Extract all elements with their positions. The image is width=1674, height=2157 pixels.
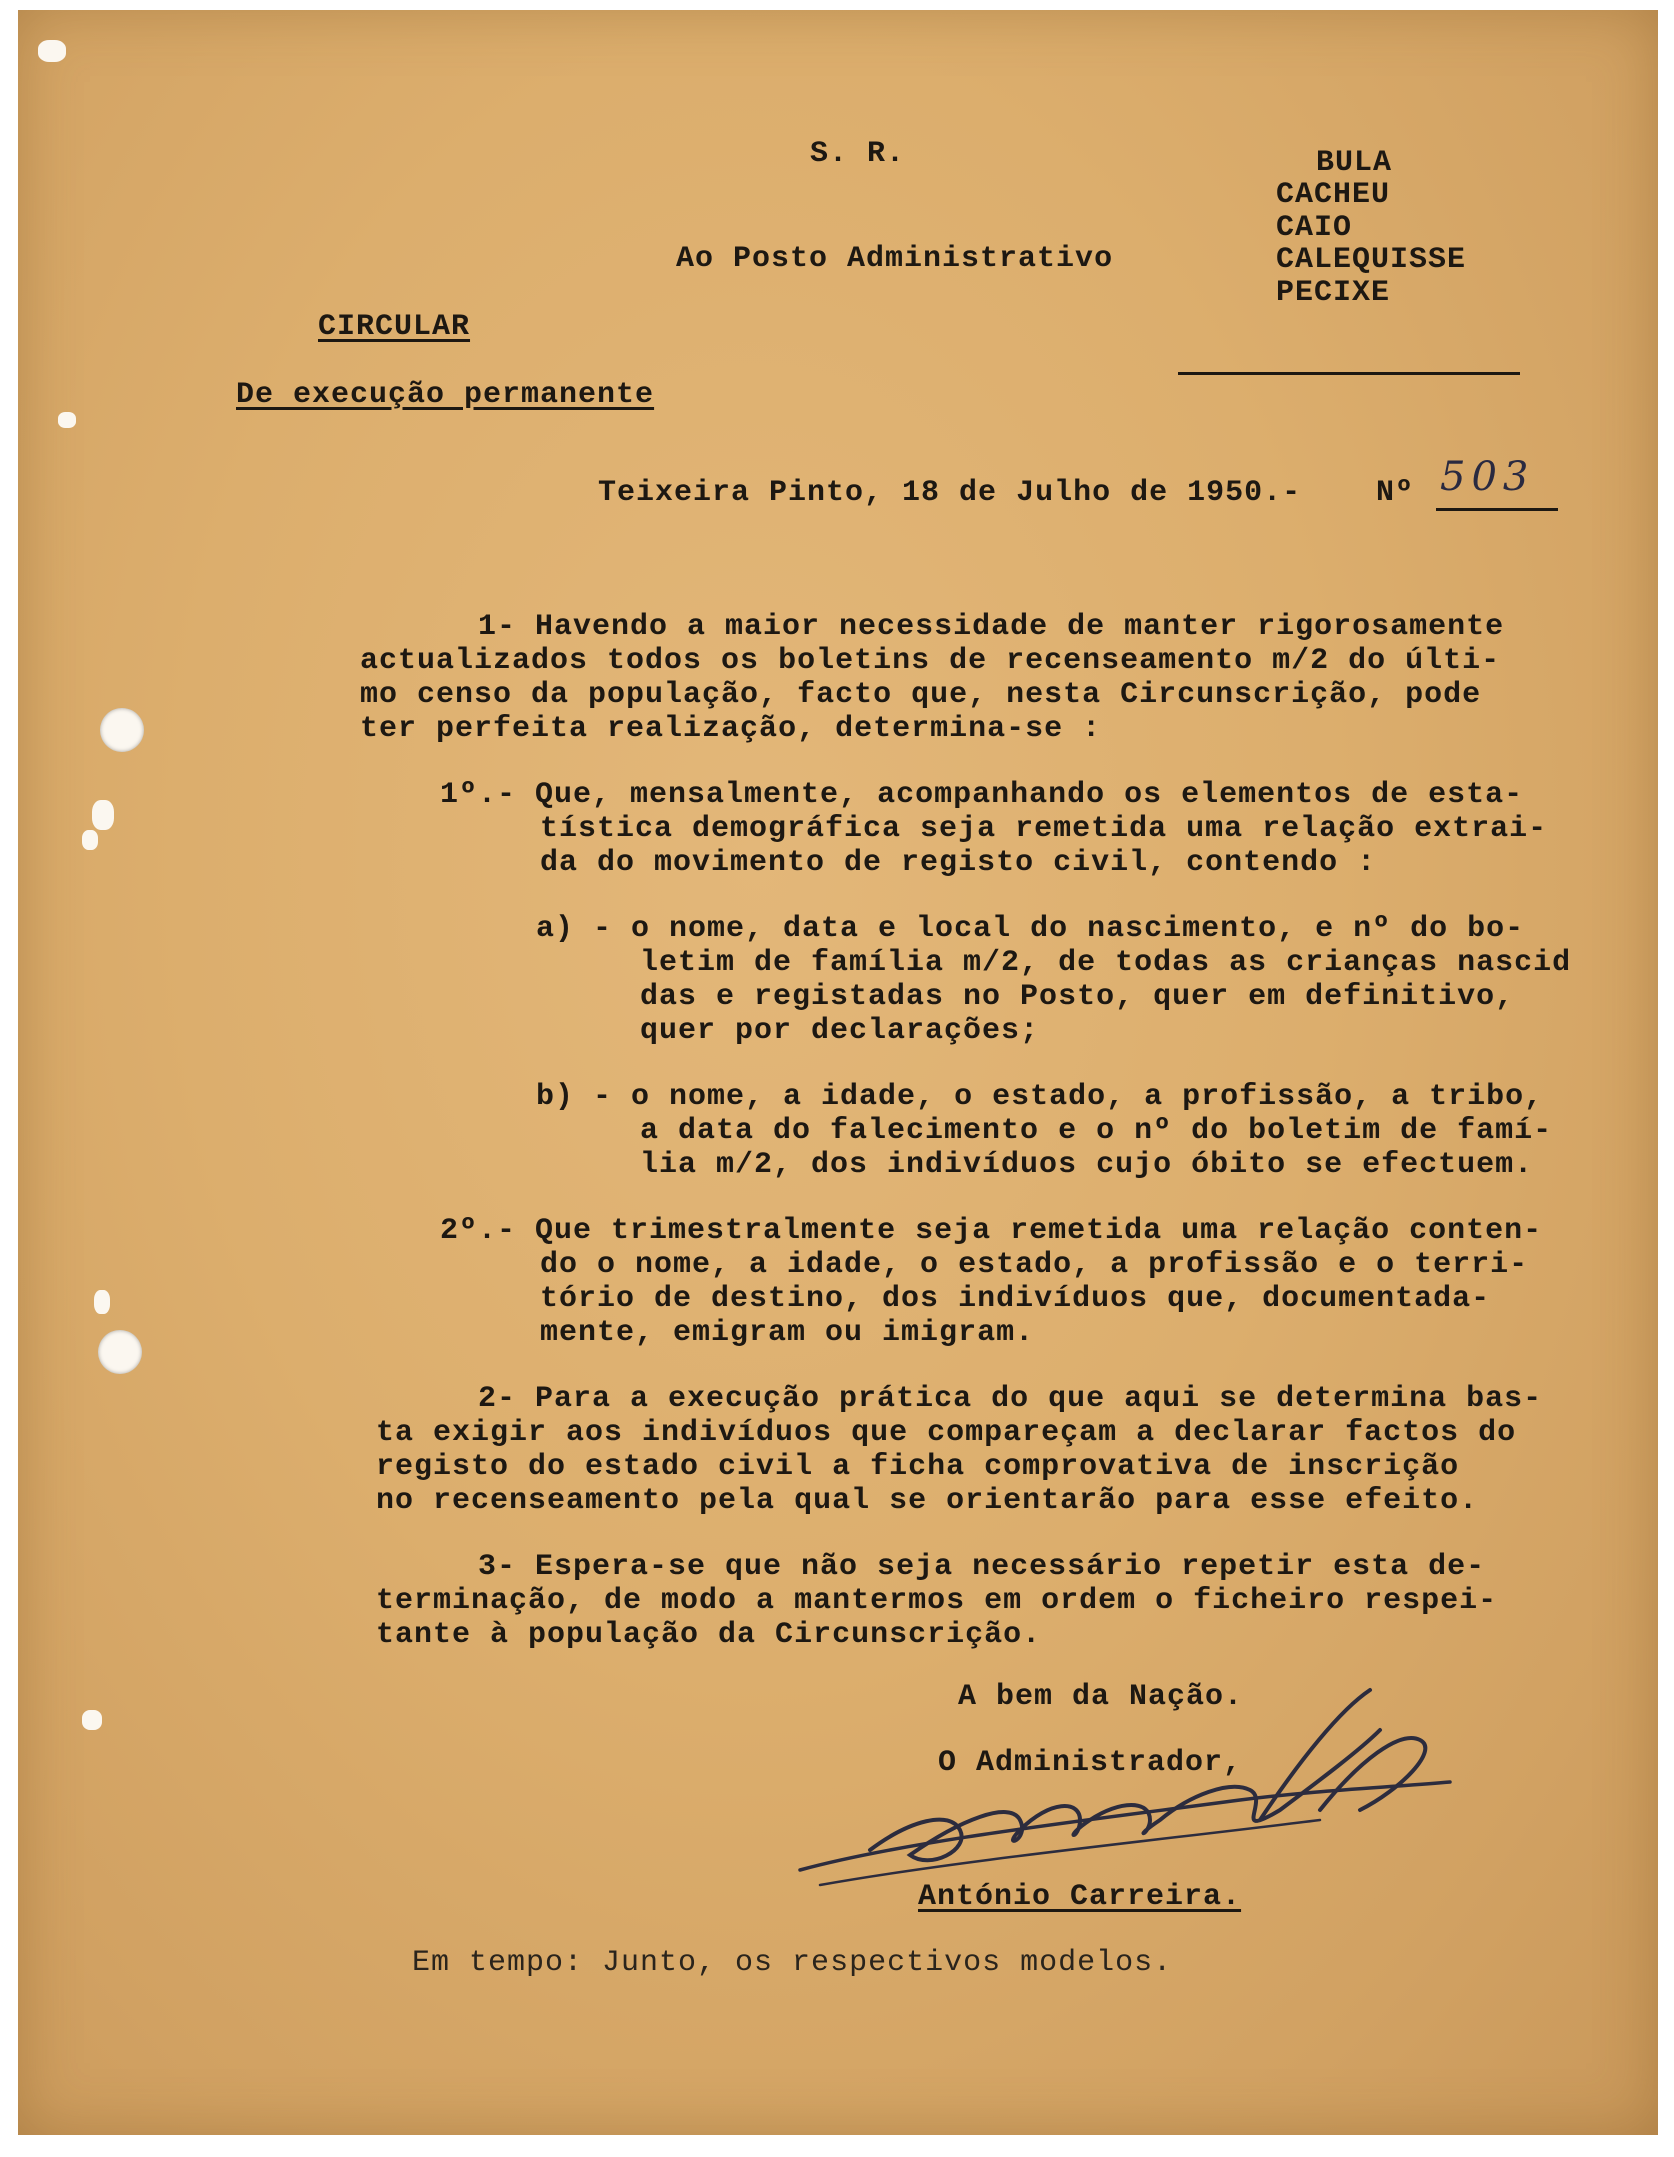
post-item: CALEQUISSE [1276, 243, 1467, 277]
sr-label: S. R. [810, 137, 906, 171]
place-date: Teixeira Pinto, 18 de Julho de 1950.- [598, 476, 1302, 510]
body-line: mente, emigram ou imigram. [540, 1316, 1035, 1350]
body-line: 2º.- Que trimestralmente seja remetida uma relação conten- [440, 1214, 1543, 1248]
paper-tear [92, 800, 114, 830]
body-line: letim de família m/2, de todas as crianças nascid [640, 946, 1572, 980]
post-item: BULA [1316, 146, 1393, 180]
paper-tear [94, 1290, 110, 1314]
number-underline [1436, 508, 1558, 511]
body-line: no recenseamento pela qual se orientarão para esse efeito. [376, 1484, 1479, 1518]
body-line: ta exigir aos indivíduos que compareçam a declarar factos do [376, 1416, 1517, 1450]
body-line: 1- Havendo a maior necessidade de manter rigorosamente [478, 610, 1505, 644]
circular-heading: CIRCULAR [318, 310, 471, 344]
handwritten-signature [760, 1670, 1460, 1900]
body-line: tório de destino, dos indivíduos que, documentada- [540, 1282, 1491, 1316]
signatory-name: António Carreira. [918, 1880, 1242, 1914]
postscript: Em tempo: Junto, os respectivos modelos. [412, 1946, 1173, 1980]
body-line: terminação, de modo a mantermos em ordem o ficheiro respei- [376, 1584, 1498, 1618]
body-line: 2- Para a execução prática do que aqui se determina bas- [478, 1382, 1543, 1416]
number-label: Nº [1376, 476, 1415, 510]
salutation: A bem da Nação. [958, 1680, 1244, 1714]
body-line: actualizados todos os boletins de recenseamento m/2 do últi- [360, 644, 1501, 678]
body-line: 1º.- Que, mensalmente, acompanhando os elementos de esta- [440, 778, 1524, 812]
paper-tear [58, 412, 76, 428]
body-line: a data do falecimento e o nº do boletim de famí- [640, 1114, 1553, 1148]
post-item: CACHEU [1276, 178, 1391, 212]
punch-hole-top [100, 708, 144, 752]
execution-heading: De execução permanente [236, 378, 655, 412]
body-line: tante à população da Circunscrição. [376, 1618, 1042, 1652]
posts-underline [1178, 372, 1520, 375]
body-line: da do movimento de registo civil, contendo : [540, 846, 1377, 880]
punch-hole-bottom [98, 1330, 142, 1374]
recipient-label: Ao Posto Administrativo [676, 242, 1114, 276]
body-line: tística demográfica seja remetida uma relação extrai- [540, 812, 1548, 846]
handwritten-number: 503 [1440, 454, 1535, 500]
post-item: PECIXE [1276, 276, 1391, 310]
body-line: 3- Espera-se que não seja necessário repetir esta de- [478, 1550, 1486, 1584]
body-line: mo censo da população, facto que, nesta Circunscrição, pode [360, 678, 1482, 712]
body-line: quer por declarações; [640, 1014, 1040, 1048]
post-item: CAIO [1276, 211, 1353, 245]
body-line: das e registadas no Posto, quer em definitivo, [640, 980, 1515, 1014]
body-line: do o nome, a idade, o estado, a profissão e o terri- [540, 1248, 1529, 1282]
signatory-role: O Administrador, [938, 1746, 1243, 1780]
paper-tear [38, 40, 66, 62]
paper-tear [82, 830, 98, 850]
body-line: registo do estado civil a ficha comprovativa de inscrição [376, 1450, 1460, 1484]
body-line: b) - o nome, a idade, o estado, a profissão, a tribo, [536, 1080, 1544, 1114]
body-line: ter perfeita realização, determina-se : [360, 712, 1102, 746]
paper-tear [82, 1710, 102, 1730]
body-line: lia m/2, dos indivíduos cujo óbito se efectuem. [640, 1148, 1534, 1182]
body-line: a) - o nome, data e local do nascimento, e nº do bo- [536, 912, 1525, 946]
